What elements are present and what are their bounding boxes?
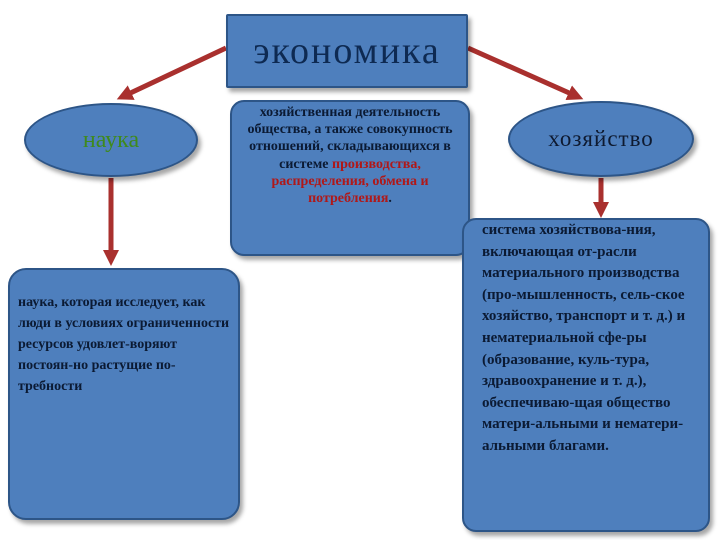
node-science-label: наука bbox=[82, 126, 140, 153]
arrow-root-to-nauka bbox=[124, 48, 226, 96]
node-economy bbox=[508, 101, 694, 177]
definition-center-highlight: производства, распределения, обмена и потребления bbox=[271, 156, 429, 207]
node-science-definition bbox=[8, 268, 240, 520]
node-definition-center bbox=[230, 100, 470, 256]
science-definition-text: наука, которая исследует, как люди в условиях ограниченности ресурсов удовлет-воряют постоян-но растущие по-требности bbox=[18, 295, 230, 394]
node-science bbox=[24, 103, 198, 177]
node-economy-label: хозяйство bbox=[548, 126, 654, 151]
definition-center-text: хозяйственная деятельность общества, а также совокупность отношений, складывающихся в системе bbox=[247, 105, 453, 172]
definition-center-end: . bbox=[388, 191, 392, 207]
node-economy-definition bbox=[462, 218, 710, 532]
root-node-economics bbox=[226, 14, 468, 88]
root-label: экономика bbox=[253, 30, 441, 72]
economy-definition-text: система хозяйствова-ния, включающая от-расли материального производства (про-мышленность, сель-ское хозяйство, транспорт и т. д.) и нематериальной сфе-ры (образование, куль-тура, здравоохранение и т. д.), обеспечиваю-щая общество матери-альными и нематери-альными благами. bbox=[482, 222, 686, 454]
arrow-root-to-hoz bbox=[468, 48, 576, 96]
